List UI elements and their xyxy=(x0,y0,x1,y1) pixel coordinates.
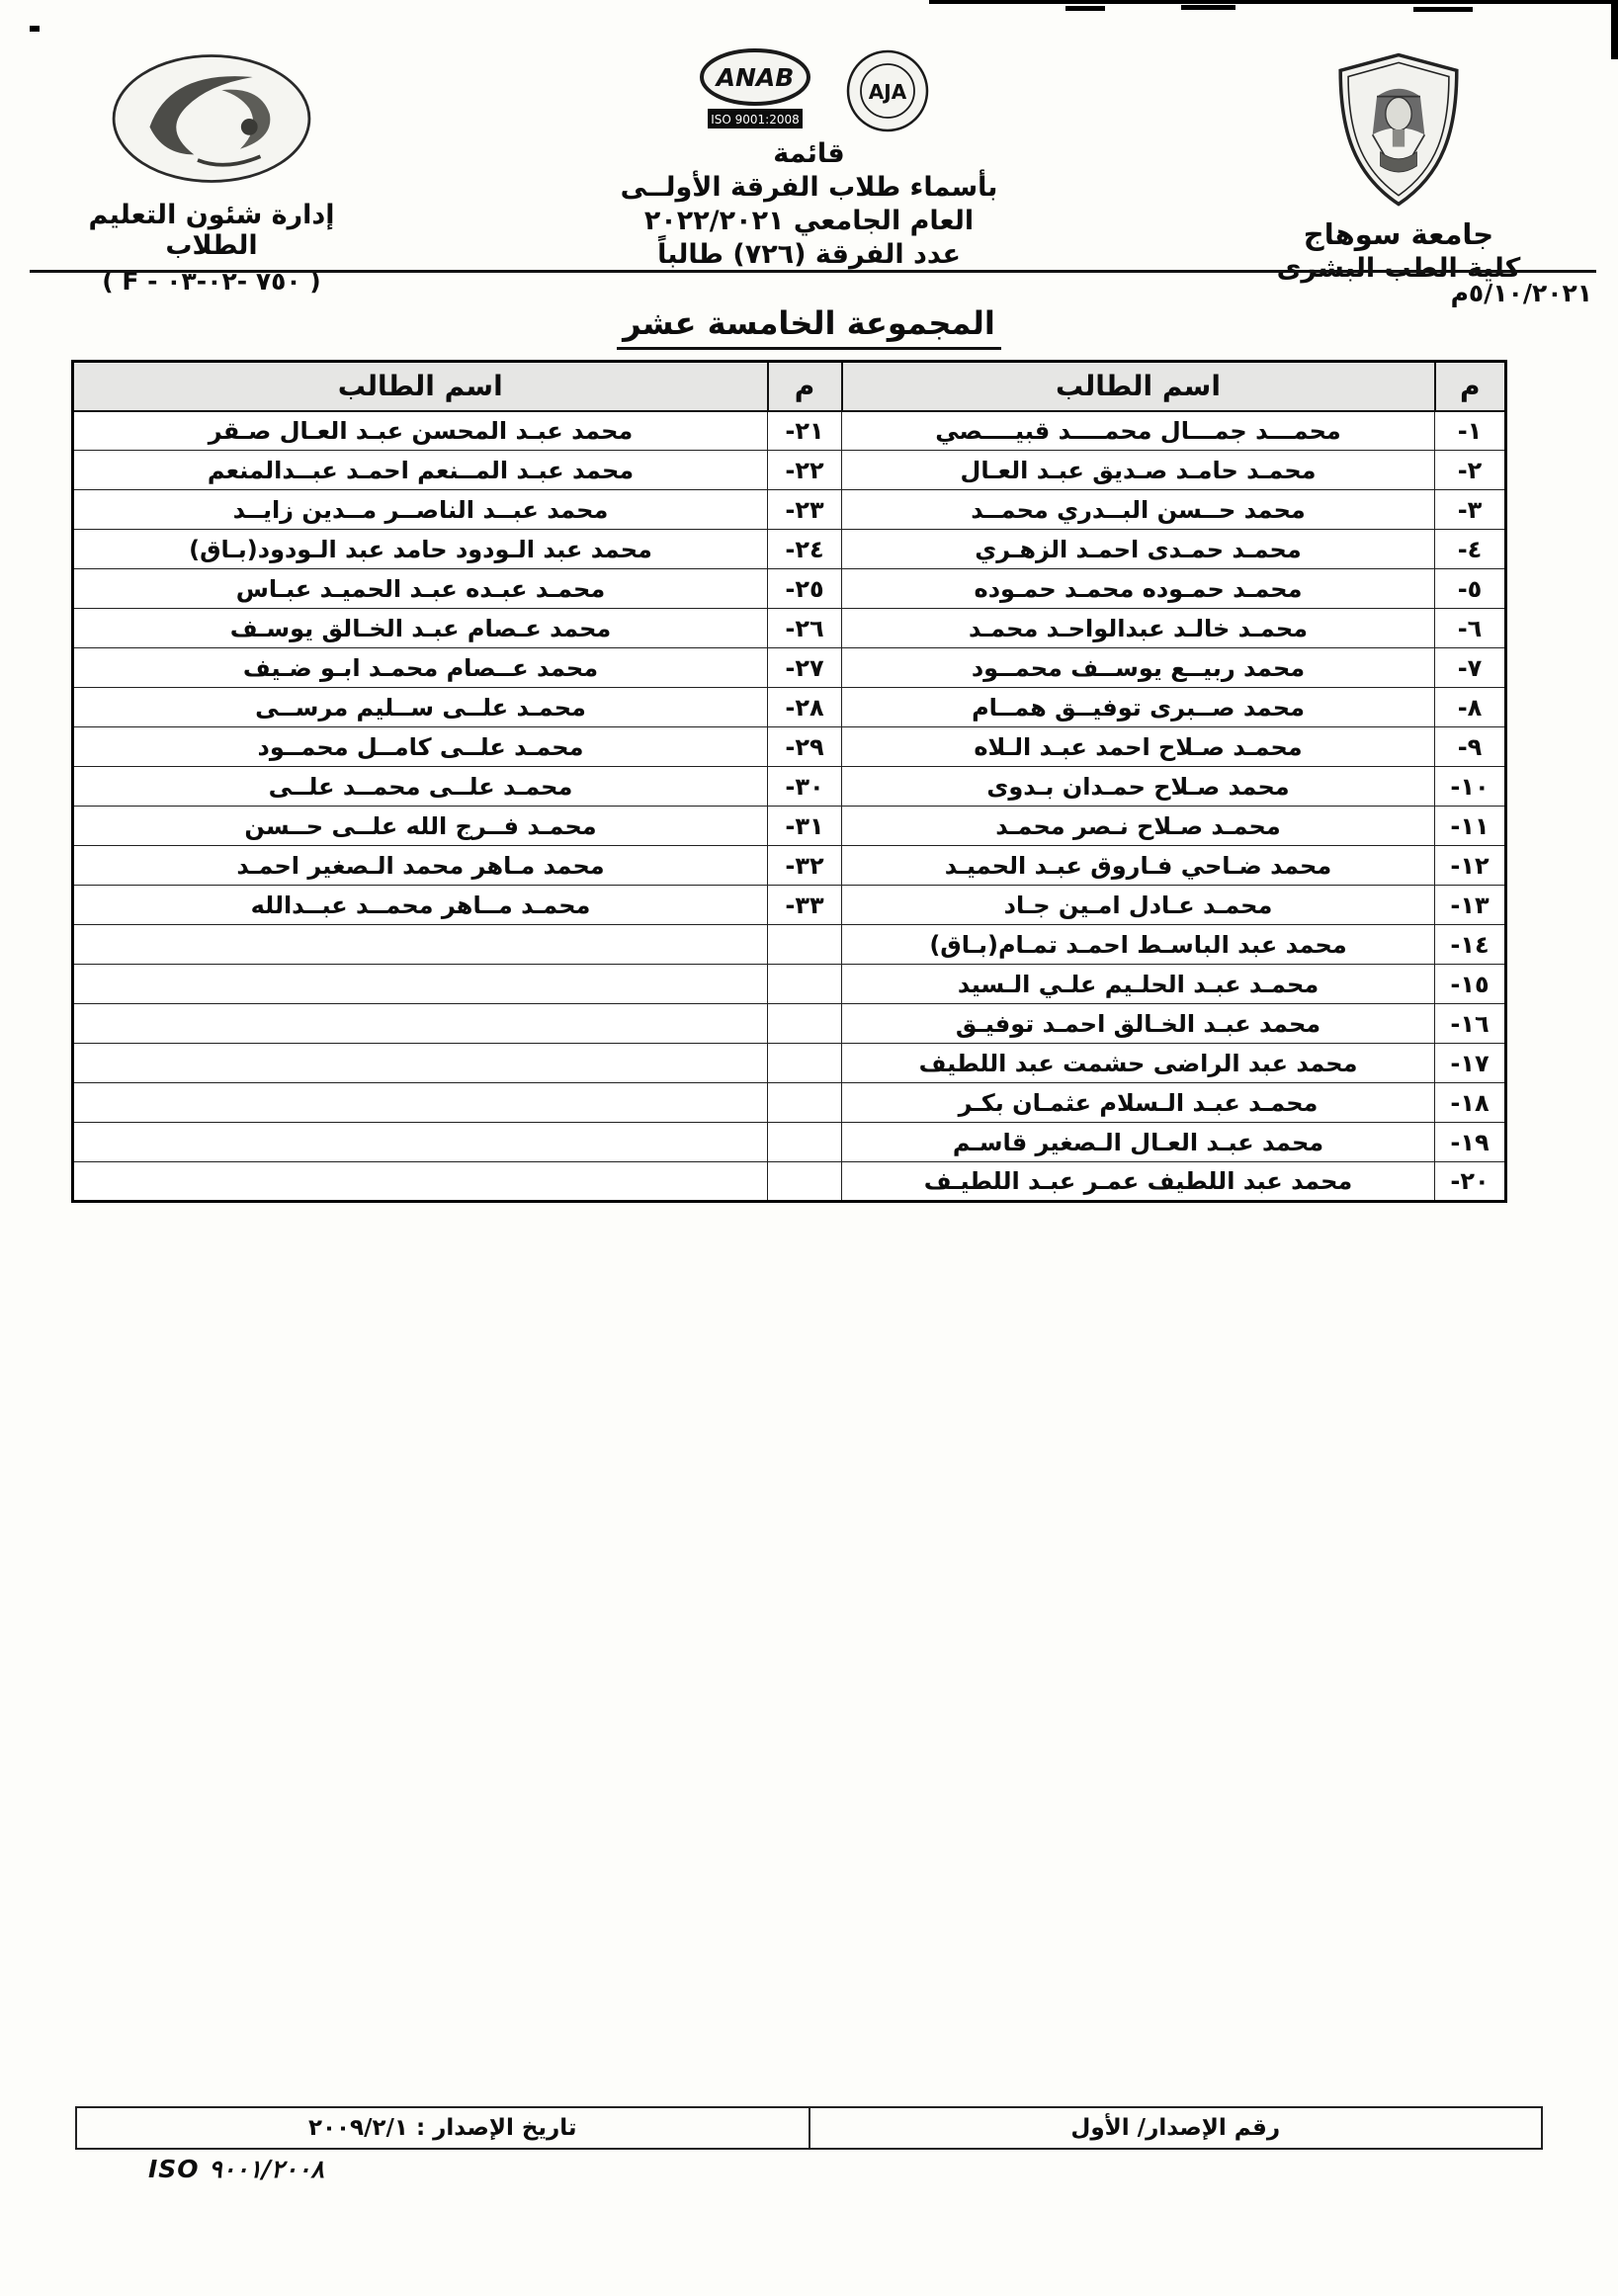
table-header-row xyxy=(73,362,1506,411)
student-number-right: ١٤- xyxy=(1435,925,1506,965)
student-number-right: ١٢- xyxy=(1435,846,1506,886)
student-number-left: ٢٢- xyxy=(768,451,842,490)
header-university-block xyxy=(1240,51,1557,284)
student-name-left: محمد عبد الـودود حامد عبد الـودود(بـاق) xyxy=(73,530,768,569)
student-number-right: ١٠- xyxy=(1435,767,1506,807)
student-number-left xyxy=(768,1162,842,1202)
student-number-right: ٢- xyxy=(1435,451,1506,490)
list-word: قائمة xyxy=(773,138,845,169)
table-row xyxy=(73,648,1506,688)
table-row xyxy=(73,925,1506,965)
header-admin-block xyxy=(43,49,380,296)
student-name-left: محمد مـاهر محمد الـصغير احمـد xyxy=(73,846,768,886)
students-table xyxy=(71,360,1507,1203)
form-code: ( F - ٧٥٠ -٠٢-٠٣ ) xyxy=(102,267,321,296)
student-number-left xyxy=(768,1004,842,1044)
aja-logo-icon xyxy=(844,47,931,134)
scan-artifact xyxy=(929,0,1618,4)
student-number-left xyxy=(768,1044,842,1083)
student-name-left xyxy=(73,1083,768,1123)
student-name-right: محمد عبد الباسـط احمـد تمـام(بـاق) xyxy=(842,925,1435,965)
university-seal-icon xyxy=(98,49,325,188)
student-name-left: محمد عبـد المــنعم احمـد عبــدالمنعم xyxy=(73,451,768,490)
table-row xyxy=(73,490,1506,530)
student-name-right: محمـد حمـدى احمـد الزهـري xyxy=(842,530,1435,569)
student-name-left xyxy=(73,965,768,1004)
student-name-left xyxy=(73,1162,768,1202)
student-number-left xyxy=(768,925,842,965)
list-description: بأسماء طلاب الفرقة الأولــى xyxy=(620,172,998,203)
scan-artifact xyxy=(30,26,40,32)
faculty-shield-icon xyxy=(1324,51,1473,208)
students-table-body xyxy=(73,411,1506,1202)
anab-logo-icon xyxy=(688,47,822,134)
table-row xyxy=(73,1123,1506,1162)
students-table-wrap xyxy=(71,360,1507,1203)
student-name-right: محمد ربيــع يوســف محمــود xyxy=(842,648,1435,688)
certification-logos xyxy=(553,47,1066,134)
group-title-wrap xyxy=(0,304,1618,350)
student-name-right: محمـد حامـد صـديق عبـد العـال xyxy=(842,451,1435,490)
anab-label: ANAB xyxy=(716,63,794,92)
aja-label: AJA xyxy=(868,80,906,104)
table-row xyxy=(73,807,1506,846)
table-row xyxy=(73,609,1506,648)
student-name-left: محمـد عبـده عبـد الحميـد عبـاس xyxy=(73,569,768,609)
table-row xyxy=(73,1044,1506,1083)
scan-artifact xyxy=(1065,6,1105,11)
table-row xyxy=(73,767,1506,807)
student-number-right: ٢٠- xyxy=(1435,1162,1506,1202)
student-name-right: محمـد صـلاح احمد عبـد الـلاه xyxy=(842,727,1435,767)
document-date: ٥/١٠/٢٠٢١م xyxy=(1450,279,1592,307)
student-name-left: محمد عبـد المحسن عبـد العـال صـقر xyxy=(73,411,768,451)
student-name-right: محمد ضـاحي فـاروق عبـد الحميـد xyxy=(842,846,1435,886)
student-name-left: محمـد مــاهر محمــد عبــدالله xyxy=(73,886,768,925)
table-row xyxy=(73,1083,1506,1123)
student-number-left xyxy=(768,1083,842,1123)
student-number-right: ١٦- xyxy=(1435,1004,1506,1044)
table-row xyxy=(73,886,1506,925)
student-number-left: ٢١- xyxy=(768,411,842,451)
student-name-left: محمـد فــرج الله علــى حــسن xyxy=(73,807,768,846)
table-row xyxy=(73,1004,1506,1044)
student-name-right: محمد عبـد العـال الـصغير قاسـم xyxy=(842,1123,1435,1162)
student-name-left xyxy=(73,1123,768,1162)
col-header-number-left: م xyxy=(768,362,842,411)
student-name-right: محمد حــسن البــدري محمــد xyxy=(842,490,1435,530)
student-number-left xyxy=(768,965,842,1004)
student-name-left: محمد عــصام محمـد ابـو ضـيف xyxy=(73,648,768,688)
scan-artifact xyxy=(1413,7,1473,12)
student-number-right: ١١- xyxy=(1435,807,1506,846)
student-number-right: ١٥- xyxy=(1435,965,1506,1004)
col-header-name-left: اسم الطالب xyxy=(73,362,768,411)
student-number-right: ١٩- xyxy=(1435,1123,1506,1162)
faculty-name: كلية الطب البشرى xyxy=(1276,253,1521,284)
table-row xyxy=(73,1162,1506,1202)
student-name-right: محمد عبـد الخـالق احمـد توفيـق xyxy=(842,1004,1435,1044)
student-name-right: محمـد صـلاح نـصر محمـد xyxy=(842,807,1435,846)
table-row xyxy=(73,965,1506,1004)
issue-date: تاريخ الإصدار : ٢٠٠٩/٢/١ xyxy=(76,2107,809,2149)
table-row xyxy=(73,569,1506,609)
student-name-right: محمد عبد اللطيف عمـر عبـد اللطيـف xyxy=(842,1162,1435,1202)
student-name-right: محمـد عـادل امـين جـاد xyxy=(842,886,1435,925)
student-name-left: محمـد علــى كامــل محمــود xyxy=(73,727,768,767)
student-name-left: محمـد علــى ســليم مرســى xyxy=(73,688,768,727)
col-header-name-right: اسم الطالب xyxy=(842,362,1435,411)
student-number-left: ٢٨- xyxy=(768,688,842,727)
student-name-right: محمد عبد الراضى حشمت عبد اللطيف xyxy=(842,1044,1435,1083)
group-title: المجموعة الخامسة عشر xyxy=(617,304,1001,350)
student-name-right: محمـد حمـوده محمـد حمـوده xyxy=(842,569,1435,609)
header-divider xyxy=(30,270,1596,273)
student-number-left xyxy=(768,1123,842,1162)
student-name-right: محمد صــبرى توفيــق همــام xyxy=(842,688,1435,727)
student-number-right: ٧- xyxy=(1435,648,1506,688)
student-number-left: ٣١- xyxy=(768,807,842,846)
university-name: جامعة سوهاج xyxy=(1303,217,1494,251)
student-name-right: محمـد عبـد الـسلام عثمـان بكـر xyxy=(842,1083,1435,1123)
student-name-left xyxy=(73,1044,768,1083)
student-name-left: محمد عبــد الناصــر مــدين زايــد xyxy=(73,490,768,530)
student-number-right: ٥- xyxy=(1435,569,1506,609)
student-name-left xyxy=(73,1004,768,1044)
student-number-right: ١٨- xyxy=(1435,1083,1506,1123)
student-number-right: ٩- xyxy=(1435,727,1506,767)
issue-number: رقم الإصدار/ الأول xyxy=(809,2107,1543,2149)
table-row xyxy=(73,411,1506,451)
academic-year: العام الجامعي ٢٠٢٢/٢٠٢١ xyxy=(643,206,975,236)
iso-certification-note: ISO ٩٠٠١/٢٠٠٨ xyxy=(148,2155,324,2183)
footer-table xyxy=(75,2106,1543,2150)
header-center-block xyxy=(553,47,1066,270)
student-number-left: ٣٢- xyxy=(768,846,842,886)
student-number-right: ٣- xyxy=(1435,490,1506,530)
table-row xyxy=(73,530,1506,569)
scan-artifact xyxy=(1181,5,1235,10)
student-number-right: ١- xyxy=(1435,411,1506,451)
student-number-left: ٢٧- xyxy=(768,648,842,688)
footer-row xyxy=(76,2107,1542,2149)
student-number-left: ٣٣- xyxy=(768,886,842,925)
student-number-right: ٨- xyxy=(1435,688,1506,727)
anab-iso-label: ISO 9001:2008 xyxy=(710,113,800,127)
table-row xyxy=(73,688,1506,727)
student-name-left: محمـد علــى محمــد علــى xyxy=(73,767,768,807)
table-row xyxy=(73,451,1506,490)
student-name-right: محمـد خالـد عبدالواحـد محمـد xyxy=(842,609,1435,648)
class-count: عدد الفرقة (٧٢٦) طالباً xyxy=(657,239,961,270)
student-name-right: محمـــد جمـــال محمــــد قبيــــصي xyxy=(842,411,1435,451)
student-number-left: ٢٩- xyxy=(768,727,842,767)
student-number-left: ٢٥- xyxy=(768,569,842,609)
student-number-left: ٢٤- xyxy=(768,530,842,569)
student-number-right: ٤- xyxy=(1435,530,1506,569)
student-number-right: ١٧- xyxy=(1435,1044,1506,1083)
student-name-left xyxy=(73,925,768,965)
table-row xyxy=(73,846,1506,886)
student-number-left: ٢٣- xyxy=(768,490,842,530)
student-number-left: ٣٠- xyxy=(768,767,842,807)
administration-name: إدارة شئون التعليم الطلاب xyxy=(88,200,335,261)
student-number-left: ٢٦- xyxy=(768,609,842,648)
student-name-right: محمـد عبـد الحلـيم علـي الـسيد xyxy=(842,965,1435,1004)
col-header-number-right: م xyxy=(1435,362,1506,411)
table-row xyxy=(73,727,1506,767)
student-name-left: محمد عـصام عبـد الخـالق يوسـف xyxy=(73,609,768,648)
student-name-right: محمد صـلاح حمـدان بـدوى xyxy=(842,767,1435,807)
student-number-right: ١٣- xyxy=(1435,886,1506,925)
student-number-right: ٦- xyxy=(1435,609,1506,648)
